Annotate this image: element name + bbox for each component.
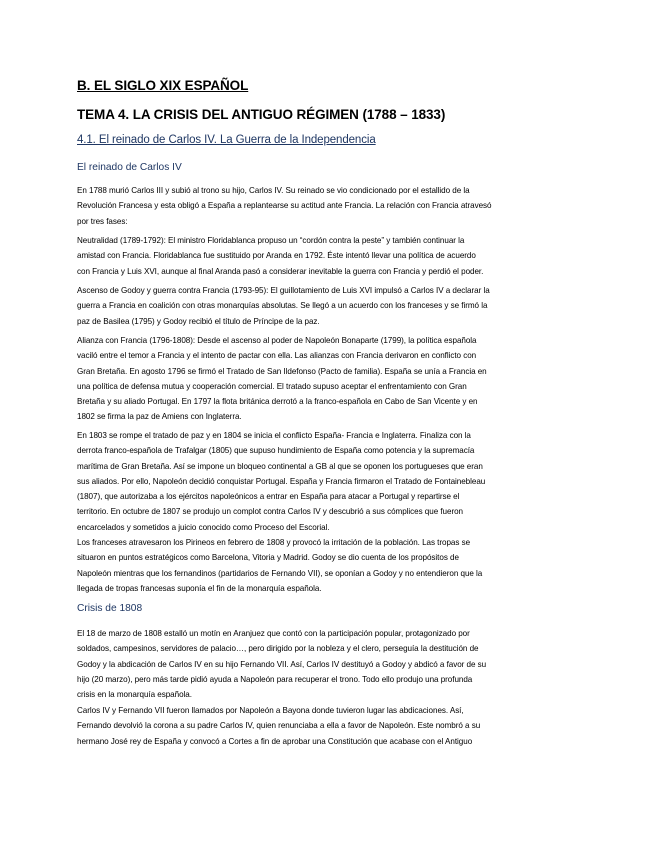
tema-heading: TEMA 4. LA CRISIS DEL ANTIGUO RÉGIMEN (1788 – 1833) [77,107,446,122]
text-line: Los franceses atravesaron los Pirineos en febrero de 1808 y provocó la irritación de la población. Las tropas se [77,538,471,547]
text-line: con Francia y Luis XVI, aunque al final Aranda pasó a considerar inevitable la guerra con Francia y perdió el poder. [77,266,484,276]
text-line: hermano José rey de España y convocó a Cortes a fin de aprobar una Constitución que acabase con el Antiguo [77,736,473,746]
text-line: Godoy y la abdicación de Carlos IV en su hijo Fernando VII. Así, Carlos IV destituyó a Godoy y abdicó a favor de su [77,659,487,669]
section-heading: B. EL SIGLO XIX ESPAÑOL [77,78,249,93]
text-line: Gran Bretaña. En agosto 1796 se firmó el Tratado de San Ildefonso (Pacto de familia). España se unía a Francia en [77,366,487,376]
text-line: crisis en la monarquía española. [77,690,192,700]
paragraph-neutralidad [77,233,555,279]
text-line: En 1803 se rompe el tratado de paz y en 1804 se inicia el conflicto España- Francia e Inglaterra. Finaliza con la [77,431,471,440]
paragraph-pirineos [77,535,555,596]
text-line: situaron en puntos estratégicos como Barcelona, Vitoria y Madrid. Godoy se dio cuenta de los propósitos de [77,553,459,563]
paragraph-aranjuez [77,626,555,702]
paragraph-godoy [77,283,555,329]
text-line: territorio. En octubre de 1807 se produjo un complot contra Carlos IV y descubrió a sus cómplices que fueron [77,507,464,517]
paragraph-intro [77,183,555,229]
text-line: Bretaña y su aliado Portugal. En 1797 la flota británica derrotó a la franco-española en Cabo de San Vicente y en [77,397,478,407]
text-line: Napoleón mientras que los fernandinos (partidarios de Fernando VII), se oponían a Godoy y no entendieron que la [77,568,483,578]
text-line: llegada de tropas francesas suponía el fin de la monarquía española. [77,583,322,593]
text-line: amistad con Francia. Floridablanca fue sustituido por Aranda en 1792. Éste intentó llevar una política de acuerdo [77,251,476,261]
text-line: derrota franco-española de Trafalgar (1805) que supuso hundimiento de España como potencia y la supremacía [77,446,475,456]
text-line: soldados, campesinos, servidores de palacio…, pero dirigido por la nobleza y el clero, perseguía la destitución de [77,644,479,654]
text-line: guerra a Francia en coalición con otras monarquías absolutas. Se llegó a un acuerdo con los franceses y se firmó la [77,301,488,311]
subheading-reinado: El reinado de Carlos IV [77,162,182,173]
subsection-heading: 4.1. El reinado de Carlos IV. La Guerra de la Independencia [77,134,376,146]
paragraph-bayona [77,703,555,749]
text-line: Alianza con Francia (1796-1808): Desde el ascenso al poder de Napoleón Bonaparte (1799), la política española [77,336,477,345]
text-line: Ascenso de Godoy y guerra contra Francia (1793-95): El guillotamiento de Luis XVI impulsó a Carlos IV a declarar la [77,286,490,295]
text-line: El 18 de marzo de 1808 estalló un motín en Aranjuez que contó con la participación popular, protagonizado por [77,629,470,638]
text-line: paz de Basilea (1795) y Godoy recibió el título de Príncipe de la paz. [77,316,320,326]
text-line: encarcelados y sometidos a juicio conocido como Proceso del Escorial. [77,522,330,532]
text-line: Neutralidad (1789-1792): El ministro Floridablanca propuso un “cordón contra la peste” y también continuar la [77,236,465,245]
paragraph-alianza [77,333,555,425]
text-line: por tres fases: [77,216,128,226]
text-line: En 1788 murió Carlos III y subió al trono su hijo, Carlos IV. Su reinado se vio condicionado por el estallido de la [77,186,470,195]
text-line: Fernando devolvió la corona a su padre Carlos IV, quien renunciaba a ella a favor de Napoleón. Este nombró a su [77,721,481,731]
text-line: hijo (20 marzo), pero más tarde pidió ayuda a Napoleón para recuperar el trono. Todo ello produjo una profunda [77,674,473,684]
text-line: una política de defensa mutua y cooperación comercial. El tratado supuso aceptar el enfrentamiento con Gran [77,381,467,391]
text-line: sus aliados. Por ello, Napoleón decidió conquistar Portugal. España y Francia firmaron el Tratado de Fontainebleau [77,476,486,486]
text-line: vaciló entre el temor a Francia y el intento de pactar con ella. Las alianzas con Francia derivaron en conflicto con [77,351,477,361]
text-line: (1807), que autorizaba a los ejércitos napoleónicos a entrar en España para atacar a Portugal y repartirse el [77,492,460,502]
subheading-crisis: Crisis de 1808 [77,603,143,614]
text-line: marítima de Gran Bretaña. Así se impone un bloqueo continental a GB al que se oponen los portugueses que eran [77,461,483,471]
paragraph-1803 [77,428,555,535]
text-line: 1802 se firma la paz de Amiens con Inglaterra. [77,412,242,422]
text-line: Carlos IV y Fernando VII fueron llamados por Napoleón a Bayona donde tuvieron lugar las abdicaciones. Así, [77,706,464,715]
text-line: Revolución Francesa y esta obligó a España a replantearse su actitud ante Francia. La relación con Francia atravesó [77,201,492,211]
